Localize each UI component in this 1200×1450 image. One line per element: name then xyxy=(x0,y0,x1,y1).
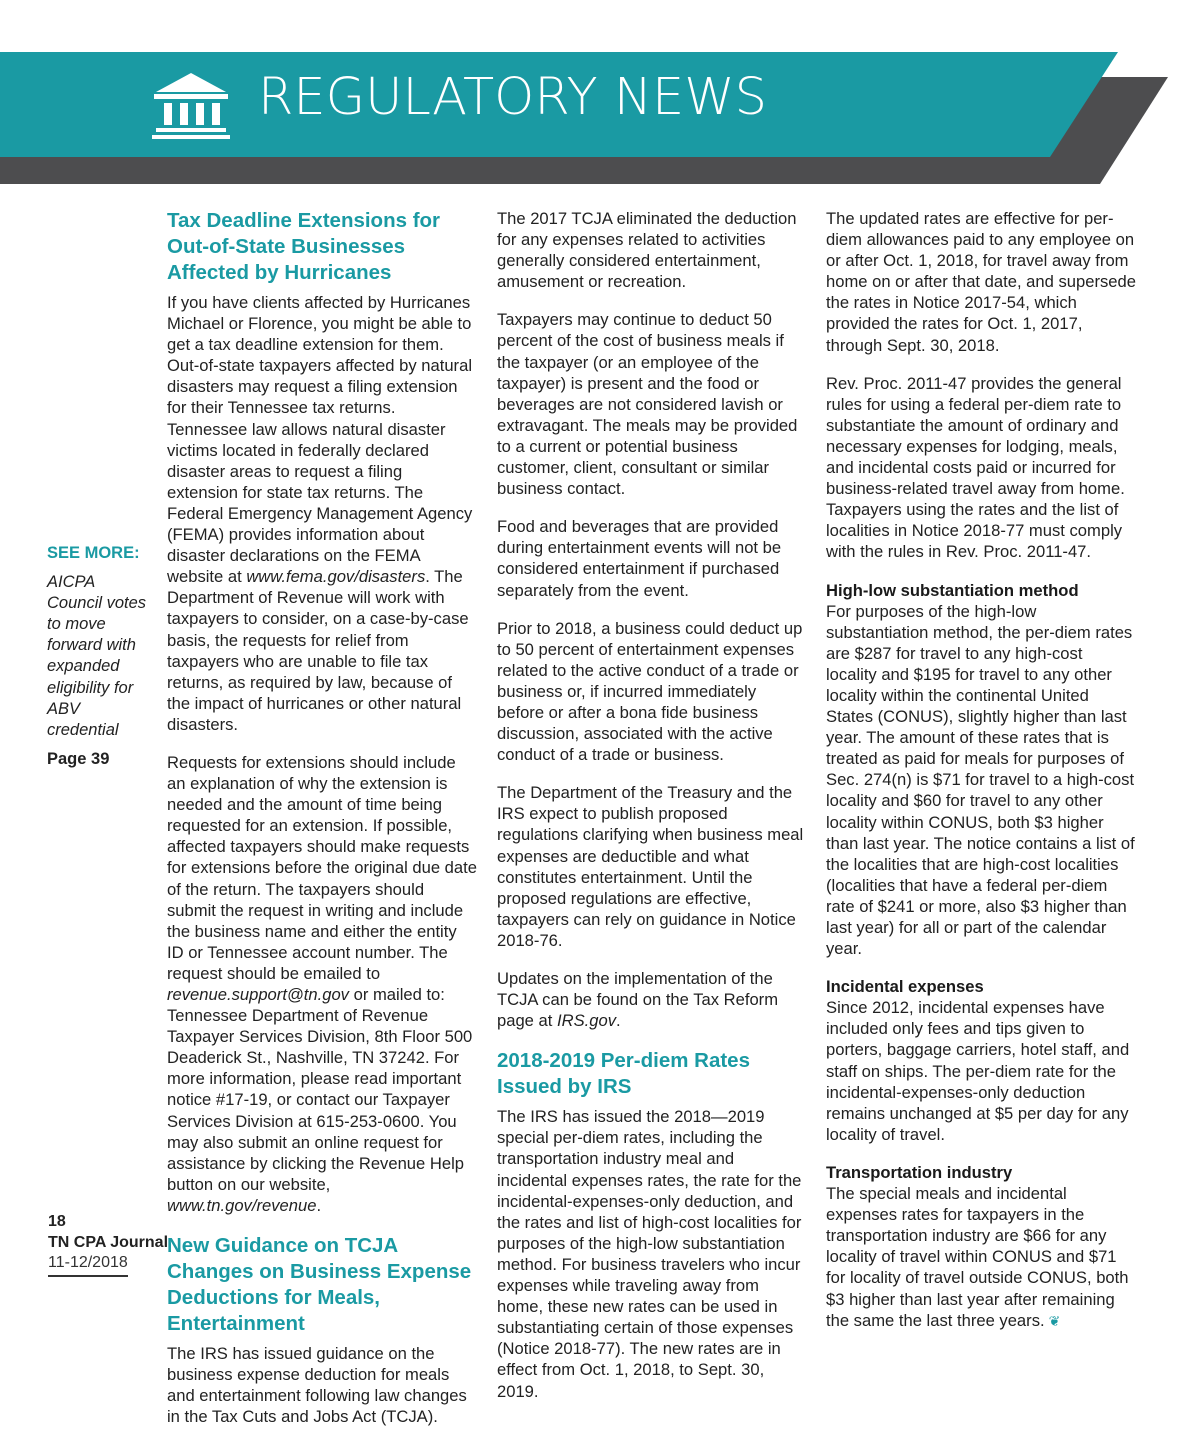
subheading: Incidental expenses xyxy=(826,977,984,997)
article-paragraph: Rev. Proc. 2011-47 provides the general rules for using a federal per-diem rate to substantiate the amount of ordinary and necessary expenses for lodging, meals, and incidental costs paid or incurred for business-related travel away from home. Taxpayers using the rates and the list of localities in Notice 2018-77 must comply with the rules in Rev. Proc. 2011-47. xyxy=(826,373,1125,562)
page-number: 18 xyxy=(48,1213,66,1230)
irs-link[interactable]: IRS.gov xyxy=(556,1011,617,1031)
article-heading: 2018-2019 Per-diem Rates Issued by IRS xyxy=(497,1049,750,1099)
folio xyxy=(48,1212,168,1277)
see-more-text[interactable]: AICPA Council votes to move forward with expanded eligibility for ABV credential xyxy=(47,573,147,739)
tn-revenue-link[interactable]: www.tn.gov/revenue xyxy=(167,1195,317,1215)
article-paragraph: The IRS has issued guidance on the business expense deduction for meals and entertainment following law changes in the Tax Cuts and Jobs Act (TCJA). xyxy=(167,1344,467,1427)
issue-date: 11-12/2018 xyxy=(48,1253,128,1277)
see-more-page[interactable]: Page 39 xyxy=(47,749,110,768)
page-title: REGULATORY NEWS xyxy=(258,68,768,127)
article-paragraph: Taxpayers may continue to deduct 50 percent of the cost of business meals if the taxpayer (or an employee of the taxpayer) is present and the food or beverages are not considered lavish or extravagant. The meals may be provided to a current or potential business customer, client, consultant or similar business contact. xyxy=(497,310,798,499)
column-2 xyxy=(497,208,807,1419)
article-paragraph: Updates on the implementation of the TCJA can be found on the Tax Reform page at IRS.gov. xyxy=(497,969,779,1031)
article-paragraph: For purposes of the high-low substantiation method, the per-diem rates are $287 for travel to any high-cost locality and $195 for travel to any other locality within the continental United States (CONUS), slightly higher than last year. The amount of these rates that is treated as paid for meals for purposes of Sec. 274(n) is $71 for travel to a high-cost locality and $60 for travel to any other locality within CONUS, both $3 higher than last year. The notice contains a list of the localities that are high-cost localities (localities that have a federal per-diem rate of $241 or more, also $3 higher than last year) for all or part of the calendar year. xyxy=(826,601,1135,959)
end-mark-icon: ❦ xyxy=(1048,1312,1061,1329)
article-paragraph: Since 2012, incidental expenses have included only fees and tips given to porters, baggage carriers, hotel staff, and staff on ships. The per-diem rate for the incidental-expenses-only deduction remains unchanged at $5 per day for any locality of travel. xyxy=(826,998,1130,1144)
email-link[interactable]: revenue.support@tn.gov xyxy=(167,985,349,1004)
subheading: Transportation industry xyxy=(826,1162,1013,1182)
article-paragraph: Requests for extensions should include an explanation of why the extension is needed and the amount of time being requested for an extension. If possible, affected taxpayers should make requests for extensions before the original due date of the return. The taxpayers should submit the request in writing and include the business name and either the entity ID or Tennessee account number. The request should be emailed to revenue.support@tn.gov or mailed to: Tennessee Department of Revenue Taxpayer Services Division, 8th Floor 500 Deaderick St., Nashville, TN 37242. For more information, please read important notice #17-19, or contact our Taxpayer Services Division at 615-253-0600. You may also submit an online request for assistance by clicking the Revenue Help button on our website, www.tn.gov/revenue. xyxy=(167,752,477,1215)
subheading: High-low substantiation method xyxy=(826,580,1079,600)
article-paragraph: Prior to 2018, a business could deduct up to 50 percent of entertainment expenses related to the active conduct of a trade or business or, if incurred immediately before or after a bona fide business discussion, associated with the active conduct of a trade or business. xyxy=(497,618,803,765)
see-more-sidebar xyxy=(47,543,147,770)
article-paragraph: The updated rates are effective for per-diem allowances paid to any employee on or after Oct. 1, 2018, for travel away from home on or after that date, and supersede the rates in Notice 2017-54, which provided the rates for Oct. 1, 2017, through Sept. 30, 2018. xyxy=(826,209,1136,355)
column-3 xyxy=(826,208,1136,1349)
article-paragraph: If you have clients affected by Hurricanes Michael or Florence, you might be able to get a tax deadline extension for them. Out-of-state taxpayers affected by natural disasters may request a filing extension for their Tennessee tax returns. Tennessee law allows natural disaster victims located in federally declared disaster areas to request a filing extension for state tax returns. The Federal Emergency Management Agency (FEMA) provides information about disaster declarations on the FEMA website at www.fema.gov/disasters. The Department of Revenue will work with taxpayers to consider, on a case-by-case basis, the requests for relief from taxpayers who are unable to file tax returns, as required by law, because of the impact of hurricanes or other natural disasters. xyxy=(167,293,473,734)
article-paragraph: The 2017 TCJA eliminated the deduction for any expenses related to activities generally considered entertainment, amusement or recreation. xyxy=(497,209,797,292)
article-paragraph: Food and beverages that are provided during entertainment events will not be considered entertainment if purchased separately from the event. xyxy=(497,517,782,600)
article-paragraph: The Department of the Treasury and the IRS expect to publish proposed regulations clarifying when business meal expenses are deductible and what constitutes entertainment. Until the proposed regulations are effective, taxpayers can rely on guidance in Notice 2018-76. xyxy=(497,783,804,950)
fema-link[interactable]: www.fema.gov/disasters xyxy=(246,567,426,587)
journal-name: TN CPA Journal xyxy=(48,1233,169,1251)
article-heading: New Guidance on TCJA Changes on Business Expense Deductions for Meals, Entertainment xyxy=(167,1234,472,1336)
article-paragraph: The IRS has issued the 2018—2019 special per-diem rates, including the transportation industry meal and incidental expenses rates, the rate for the incidental-expenses-only deduction, and the rates and list of high-cost localities for purposes of the high-low substantiation method. For business travelers who incur expenses while traveling away from home, these new rates can be used in substantiating certain of those expenses (Notice 2018-77). The new rates are in effect from Oct. 1, 2018, to Sept. 30, 2019. xyxy=(497,1107,802,1401)
article-heading: Tax Deadline Extensions for Out-of-State Businesses Affected by Hurricanes xyxy=(167,209,441,284)
article-paragraph: The special meals and incidental expenses rates for taxpayers in the transportation industry are $66 for any locality of travel within CONUS and $71 for locality of travel outside CONUS, both $3 higher than last year after remaining the same the last three years. ❦ xyxy=(826,1184,1129,1330)
see-more-label: SEE MORE: xyxy=(47,544,140,562)
header-banner xyxy=(0,0,1200,190)
column-1 xyxy=(167,208,477,1444)
